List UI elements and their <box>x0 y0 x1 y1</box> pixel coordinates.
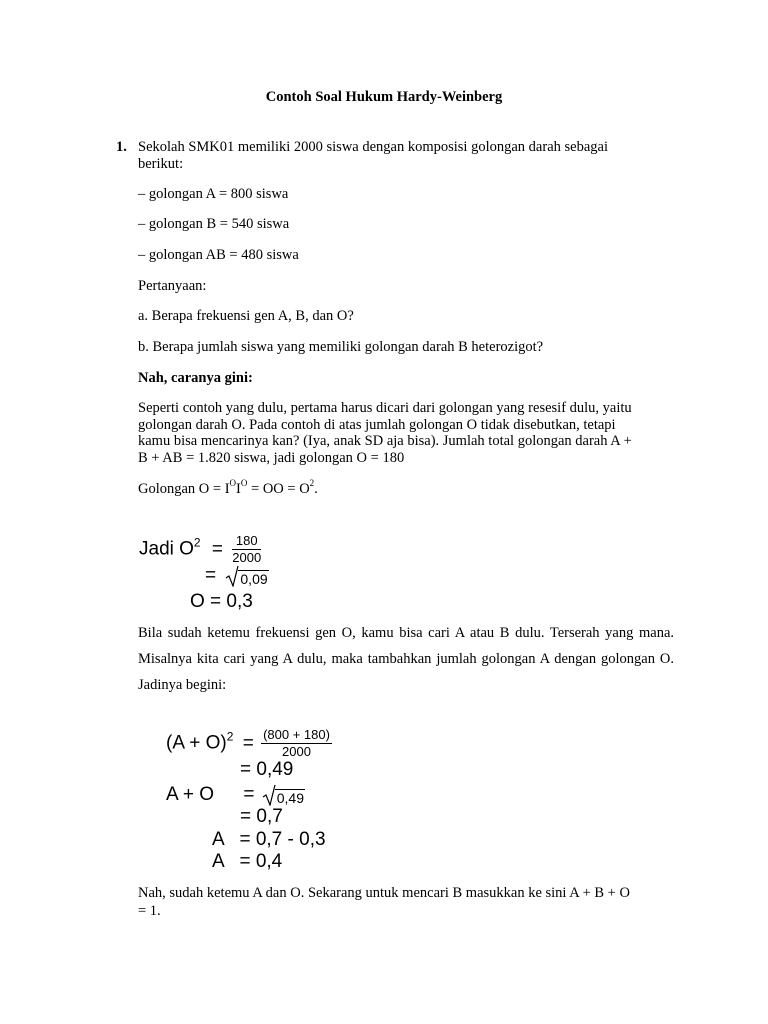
question-b: b. Berapa jumlah siswa yang memiliki golongan darah B heterozigot? <box>138 339 544 355</box>
blood-group-ab: – golongan AB = 480 siswa <box>138 247 299 263</box>
calc2-line-5: A = 0,7 - 0,3 <box>212 829 326 850</box>
intro-line-1: Sekolah SMK01 memiliki 2000 siswa dengan komposisi golongan darah sebagai <box>138 139 608 155</box>
questions-label: Pertanyaan: <box>138 278 207 294</box>
calc1-result: O = 0,3 <box>190 591 253 612</box>
solution-heading: Nah, caranya gini: <box>138 370 253 386</box>
calc2-line-4: = 0,7 <box>240 806 283 827</box>
calc2-sqrt: 0,49 <box>262 784 305 806</box>
document-title: Contoh Soal Hukum Hardy-Weinberg <box>265 89 503 105</box>
calc1-line-1: Jadi $O^2$ = $\frac{180}{2000}$ <box>139 533 262 565</box>
calc2-fraction: $\frac{(800 + 180)}{2000}$ <box>263 727 330 759</box>
blood-group-a: – golongan A = 800 siswa <box>138 186 289 202</box>
square-root-icon <box>225 565 239 587</box>
explanation-line-2: golongan darah O. Pada contoh di atas jumlah golongan O tidak disebutkan, tetapi <box>138 417 616 433</box>
calc2-line-1: $(A + O)^2$ = $\frac{(800 + 180)}{2000}$ <box>166 727 330 759</box>
calc1-sqrt: 0,09 <box>225 565 268 587</box>
intro-line-2: berikut: <box>138 156 184 172</box>
blood-group-b: – golongan B = 540 siswa <box>138 216 290 232</box>
explanation-line-4: B + AB = 1.820 siswa, jadi golongan O = 180 <box>138 450 405 466</box>
genotype-formula: Golongan $O = I^OI^O$ = OO = $O^2$. <box>138 478 318 497</box>
explanation-line-3: kamu bisa mencarinya kan? (Iya, anak SD aja bisa). Jumlah total golongan darah A + <box>138 433 632 449</box>
calc1-fraction: $\frac{180}{2000}$ <box>232 533 262 565</box>
square-root-icon <box>262 784 276 806</box>
explanation-line-1: Seperti contoh yang dulu, pertama harus dicari dari golongan yang resesif dulu, yaitu <box>138 400 632 416</box>
calc1-line-2: = 0,09 <box>205 565 268 587</box>
calc2-line-2: = 0,49 <box>240 759 294 780</box>
final-line-1: Nah, sudah ketemu A dan O. Sekarang untuk mencari B masukkan ke sini A + B + O <box>138 885 630 901</box>
calc2-line-3: A + O = 0,49 <box>166 784 304 806</box>
question-number: 1. <box>116 139 127 155</box>
question-a: a. Berapa frekuensi gen A, B, dan O? <box>138 308 354 324</box>
final-line-2: = 1. <box>138 903 161 919</box>
paragraph-2: Bila sudah ketemu frekuensi gen O, kamu bisa cari A atau B dulu. Terserah yang mana. Misalnya kita cari yang A dulu, maka tambahkan jumlah golongan A dengan golongan O. Jadinya begini: <box>138 625 674 693</box>
calc2-line-6: A = 0,4 <box>212 851 283 872</box>
